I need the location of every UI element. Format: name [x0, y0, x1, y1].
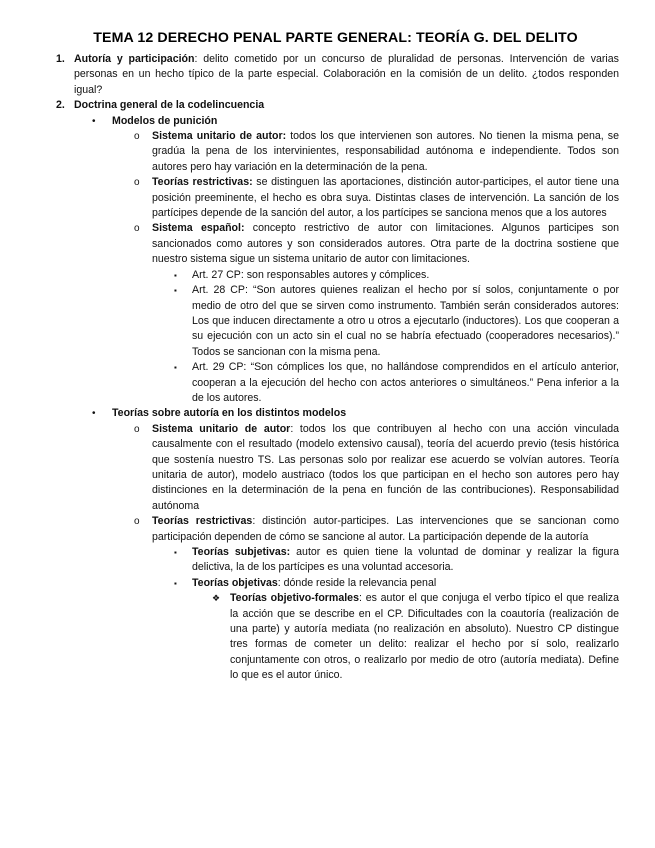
- square-marker: ▪: [174, 548, 177, 557]
- item-text: concepto restrictivo de autor con limitaciones. Algunos participes son sancionados como autores y son considerados autores. Otra parte de la doctrina sostiene que nuestro sistema sigue un sistema unitario de autor con limitaciones.: [152, 222, 619, 266]
- item-text: se distinguen las aportaciones, distinción autor-participes, el autor tiene una posición preeminente, el hecho es obra suya. Distintas clases de intervención. La sanción de los partícipes depende de la sanción del autor, a los partícipes se sanciona menos que a los autores: [152, 176, 619, 220]
- circle-marker: o: [134, 177, 140, 189]
- square-marker: ▪: [174, 363, 177, 373]
- item-text: Art. 28 CP: “Son autores quienes realizan el hecho por sí solos, conjuntamente o por medio de otro del que se sirven como instrumento. También serán considerados autores: Los que inducen directamente a otro u otros a ejecutarlo (inductores). Los que cooperan a su ejecución con un acto sin el cual no se habría efectuado (cooperadores necesarios).” Todos se sancionan con la misma pena.: [192, 284, 619, 358]
- list-item-teorias-restrictivas-2: [50, 514, 619, 545]
- item-term: Sistema unitario de autor:: [152, 130, 287, 143]
- bullet-marker: •: [92, 408, 96, 420]
- document-body: [50, 52, 619, 684]
- item-text: todos los que intervienen son autores. No tienen la misma pena, se gradúa la pena de los intervinientes, responsabilidad autónoma e independiente. Todos son autores pero hay variación en la determinación de la pena.: [152, 130, 619, 173]
- section-number: 1.: [56, 53, 65, 65]
- list-item-objetivo-formales: [50, 591, 619, 683]
- item-term: Sistema unitario de autor: [152, 422, 291, 435]
- list-item-sistema-unitario-autor: [50, 422, 619, 514]
- subsection-heading: Modelos de punición: [112, 114, 218, 127]
- list-item-sistema-espanol: [50, 221, 619, 267]
- diamond-marker: ❖: [212, 593, 221, 604]
- subsection-modelos: [50, 114, 619, 129]
- item-text: Art. 29 CP: “Son cómplices los que, no hallándose comprendidos en el artículo anterior, cooperan a la ejecución del hecho con actos anteriores o simultáneos.” Pena inferior a la de los autores.: [192, 361, 619, 404]
- item-text: autor es quien tiene la voluntad de dominar y realizar la figura delictiva, la de los partícipes es una voluntad accesoria.: [192, 546, 619, 574]
- list-item-art-28: [50, 283, 619, 360]
- section-2: [50, 98, 619, 113]
- list-item-teorias-restrictivas: [50, 175, 619, 221]
- list-item-sistema-unitario: [50, 129, 619, 175]
- list-item-art-29: [50, 360, 619, 406]
- item-term: Teorías objetivo-formales: [230, 592, 359, 605]
- square-marker: ▪: [174, 270, 177, 280]
- item-term: Teorías restrictivas:: [152, 176, 253, 189]
- section-number: 2.: [56, 99, 65, 112]
- bullet-marker: •: [92, 115, 96, 127]
- item-term: Teorías restrictivas: [152, 515, 253, 528]
- section-term: Autoría y participación: [74, 53, 195, 65]
- item-term: Teorías objetivas: [192, 576, 278, 589]
- list-item-teorias-subjetivas: [50, 545, 619, 576]
- circle-marker: o: [134, 131, 140, 143]
- item-text: : todos los que contribuyen al hecho con una acción vinculada causalmente con el resultado (modelo extensivo causal), teoría del acuerdo previo (tesis histórica que sostenía nuestro TS. Las personas solo por realizar ese acuerdo se volvían autores. Teoría unitaria de autor), modelo austriaco (todos los que participan en el hecho son autores pero hay distinciones en la determinación de la pena en función de las contribuciones). Responsabilidad autónoma: [152, 422, 620, 512]
- section-text: : delito cometido por un concurso de pluralidad de personas. Intervención de varias personas en un hecho típico de la parte especial. Colaboración en la comisión de un delito. ¿todos responden igual?: [74, 53, 619, 96]
- section-heading: Doctrina general de la codelincuencia: [74, 99, 265, 112]
- document-title: TEMA 12 DERECHO PENAL PARTE GENERAL: TEORÍA G. DEL DELITO: [93, 30, 578, 46]
- item-term: Sistema español:: [152, 222, 245, 235]
- circle-marker: o: [134, 516, 140, 528]
- circle-marker: o: [134, 223, 140, 235]
- list-item-art-27: [50, 268, 619, 283]
- item-text: : distinción autor-participes. Las intervenciones que se sancionan como participación dependen de cómo se sancione al autor. La participación depende de la autoría: [152, 515, 619, 543]
- item-text: : es autor el que conjuga el verbo típico el que realiza la acción que se describe en el CP. Dificultades con la coautoría (realización de una parte) y autoría mediata (no realización en absoluto). Nuestro CP distingue tres formas de cometer un delito: realizar el hecho por sí solo, realizarlo conjuntamente con otros, o realizarlo por medio de otro (autoría mediata). Define lo que es el autor único.: [230, 592, 619, 682]
- square-marker: ▪: [174, 578, 177, 588]
- item-text: Art. 27 CP: son responsables autores y cómplices.: [192, 268, 430, 281]
- item-text: : dónde reside la relevancia penal: [277, 576, 437, 589]
- section-1: [50, 52, 619, 98]
- square-marker: ▪: [174, 286, 177, 296]
- subsection-heading: Teorías sobre autoría en los distintos modelos: [112, 407, 347, 420]
- circle-marker: o: [134, 423, 140, 435]
- subsection-teorias: [50, 406, 619, 421]
- list-item-teorias-objetivas: [50, 576, 619, 591]
- item-term: Teorías subjetivas:: [192, 546, 291, 558]
